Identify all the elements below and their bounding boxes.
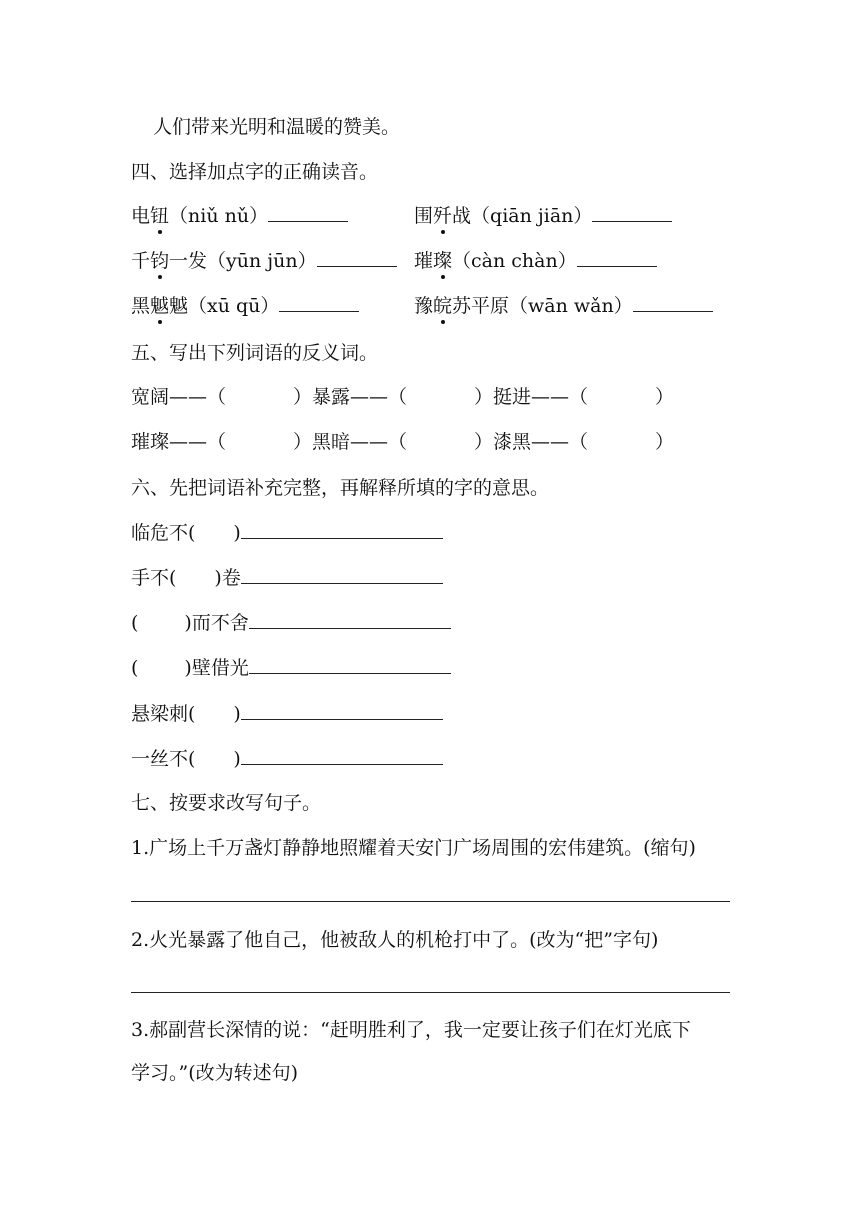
idiom-prefix: 一丝不( [131, 748, 196, 770]
item-options: （càn chàn） [452, 250, 577, 272]
idiom-prefix: ( [131, 657, 139, 679]
idiom-suffix: )而不舍 [184, 612, 249, 634]
antonym-row-1-d: ） [655, 386, 675, 408]
rewrite-question-3-line1: 3.郝副营长深情的说：“赶明胜利了，我一定要让孩子们在灯光底下 [131, 1019, 691, 1041]
section4-title: 四、选择加点字的正确读音。 [131, 161, 379, 183]
dotted-char: 魆 [150, 295, 170, 317]
meaning-blank[interactable] [249, 610, 451, 629]
pinyin-item-3 [131, 248, 397, 273]
answer-blank[interactable] [577, 248, 657, 267]
item-options: 战（qiān jiān） [452, 205, 593, 227]
pinyin-item-1 [131, 203, 348, 228]
meaning-blank[interactable] [241, 746, 443, 765]
idiom-suffix: ) [233, 522, 241, 544]
idiom-suffix: )壁借光 [184, 657, 249, 679]
idiom-suffix: )卷 [214, 567, 241, 589]
answer-line-1[interactable] [131, 901, 730, 902]
answer-blank[interactable] [268, 203, 348, 222]
meaning-blank[interactable] [241, 520, 443, 539]
antonym-row-2-a: 璀璨——（ [131, 431, 227, 453]
idiom-item-2 [131, 565, 443, 590]
idiom-suffix: ) [233, 748, 241, 770]
item-text: 豫 [414, 295, 434, 317]
rewrite-question-2: 2.火光暴露了他自己，他被敌人的机枪打中了。(改为“把”字句) [131, 929, 659, 951]
pinyin-item-4 [414, 248, 657, 273]
answer-blank[interactable] [317, 248, 397, 267]
item-text: 璀 [414, 250, 434, 272]
item-options: （niǔ nǔ） [169, 205, 269, 227]
antonym-row-2-d: ） [655, 431, 675, 453]
idiom-item-1 [131, 520, 443, 545]
idiom-prefix: 临危不( [131, 522, 196, 544]
dotted-char: 钧 [150, 250, 170, 272]
section6-title: 六、先把词语补充完整，再解释所填的字的意思。 [131, 477, 550, 499]
antonym-row-2-b: ）黑暗——（ [293, 431, 408, 453]
pinyin-item-2 [414, 203, 672, 228]
idiom-item-5 [131, 701, 443, 726]
meaning-blank[interactable] [241, 565, 443, 584]
rewrite-question-1: 1.广场上千万盏灯静静地照耀着天安门广场周围的宏伟建筑。(缩句) [131, 837, 696, 859]
answer-blank[interactable] [592, 203, 672, 222]
idiom-prefix: 悬梁刺( [131, 703, 196, 725]
item-text: 黑 [131, 295, 151, 317]
section7-title: 七、按要求改写句子。 [131, 792, 322, 814]
antonym-row-1-a: 宽阔——（ [131, 386, 227, 408]
intro-tail-text: 人们带来光明和温暖的赞美。 [153, 116, 401, 138]
answer-blank[interactable] [633, 293, 713, 312]
meaning-blank[interactable] [249, 655, 451, 674]
antonym-row-1-b: ）暴露——（ [293, 386, 408, 408]
dotted-char: 皖 [433, 295, 453, 317]
section5-title: 五、写出下列词语的反义词。 [131, 342, 379, 364]
pinyin-item-6 [414, 293, 713, 318]
idiom-item-4 [131, 655, 451, 680]
idiom-prefix: 手不( [131, 567, 177, 589]
idiom-suffix: ) [233, 703, 241, 725]
antonym-row-1-c: ）挺进——（ [474, 386, 589, 408]
item-options: 魆（xū qū） [169, 295, 280, 317]
item-options: 苏平原（wān wǎn） [452, 295, 633, 317]
idiom-item-6 [131, 746, 443, 771]
idiom-prefix: ( [131, 612, 139, 634]
pinyin-item-5 [131, 293, 359, 318]
meaning-blank[interactable] [241, 701, 443, 720]
dotted-char: 璨 [433, 250, 453, 272]
antonym-row-2-c: ）漆黑——（ [474, 431, 589, 453]
item-text: 围 [414, 205, 434, 227]
dotted-char: 歼 [433, 205, 453, 227]
rewrite-question-3-line2: 学习。”(改为转述句) [131, 1062, 299, 1084]
answer-line-2[interactable] [131, 992, 730, 993]
answer-blank[interactable] [279, 293, 359, 312]
item-text: 千 [131, 250, 151, 272]
item-text: 电 [131, 205, 151, 227]
item-options: 一发（yūn jūn） [169, 250, 317, 272]
dotted-char: 钮 [150, 205, 170, 227]
idiom-item-3 [131, 610, 451, 635]
